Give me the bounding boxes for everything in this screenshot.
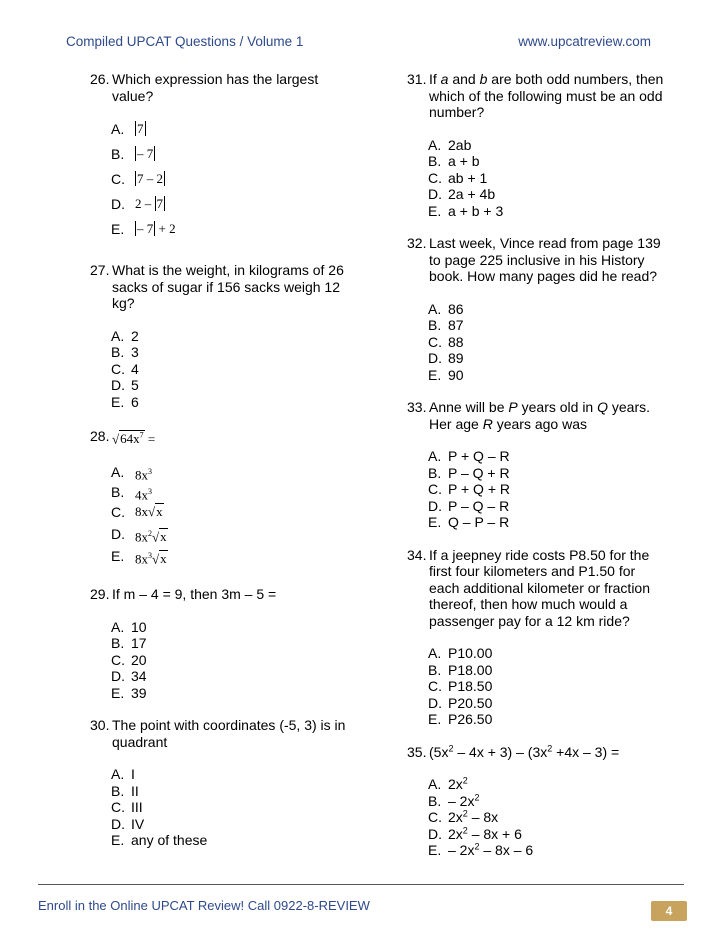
question-text: If a jeepney ride costs P8.50 for the first four kilometers and P1.50 for each additional kilometer or fraction thereof, then how much would a passenger pay for a 12 km ride? [429, 546, 651, 629]
question-number: 35. [407, 743, 427, 760]
option-d: D. P – Q – R [428, 497, 510, 514]
question-26 [90, 71, 350, 246]
question-text: $√64x^7$ = [112, 431, 156, 447]
question-33 [407, 399, 667, 531]
question-number: 26. [90, 71, 110, 87]
header-url: www.upcatreview.com [518, 34, 651, 49]
footer-divider [38, 884, 684, 885]
option-d: D. $8x^2√x$ [111, 526, 167, 545]
option-e: E. – $2x^2 - 8x - 6$ [428, 841, 534, 858]
option-c: C. 7 – 2 [111, 171, 163, 187]
question-text: $(5x^2 - 4x + 3) - (3x^2 +4x - 3)$ = [429, 742, 620, 760]
option-c: C. 88 [428, 333, 464, 350]
option-d: D. IV [111, 815, 145, 832]
question-34 [407, 547, 667, 728]
option-e: E. 39 [111, 684, 147, 701]
option-a: A. P10.00 [428, 645, 493, 661]
option-e: E. 90 [428, 366, 464, 383]
question-text: Anne will be P years old in Q years. Her age R years ago was [429, 399, 651, 432]
question-number: 34. [407, 546, 427, 563]
option-e: E. Q – P – R [428, 514, 510, 530]
option-c: C. P18.50 [428, 678, 493, 694]
question-text: Last week, Vince read from page 139 to page 225 inclusive in his History book. How many pages did he read? [429, 235, 661, 284]
question-text: The point with coordinates (-5, 3) is in quadrant [112, 717, 346, 750]
option-b: B. 17 [111, 635, 147, 651]
question-text: If m – 4 = 9, then 3m – 5 = [112, 586, 277, 602]
question-number: 28. [90, 428, 110, 444]
option-d: D. 5 [111, 377, 139, 393]
question-number: 33. [407, 399, 427, 415]
question-32 [407, 235, 667, 383]
question-31 [407, 71, 667, 219]
option-d: D. 34 [111, 668, 147, 684]
option-c: C. $2x^2 - 8x$ [428, 808, 499, 825]
question-30 [90, 717, 350, 849]
question-text: What is the weight, in kilograms of 26 sacks of sugar if 156 sacks weigh 12 kg? [112, 262, 344, 311]
option-a: A. 2ab [428, 136, 472, 153]
option-c: C. P + Q + R [428, 481, 510, 497]
option-b: B. 3 [111, 344, 139, 360]
option-c: C. ab + 1 [428, 169, 488, 186]
option-b: B. – $2x^2$ [428, 791, 480, 809]
option-a: A. 86 [428, 300, 464, 317]
option-d: D. 2a + 4b [428, 186, 496, 202]
option-c: C. 4 [111, 360, 139, 377]
option-e: E. P26.50 [428, 711, 493, 727]
option-b: B. a + b [428, 153, 480, 169]
option-a: A. I [111, 766, 135, 782]
question-number: 29. [90, 586, 110, 602]
header-title: Compiled UPCAT Questions / Volume 1 [66, 34, 304, 49]
option-e: E. $8x^3√x$ [111, 548, 167, 567]
option-c: C. III [111, 799, 143, 815]
option-d: D. $2x^2 - 8x + 6$ [428, 824, 522, 842]
page-number: 4 [651, 901, 687, 921]
option-a: A. 2 [111, 327, 139, 344]
option-a: A. P + Q – R [428, 448, 510, 464]
question-text: If a and b are both odd numbers, then which of the following must be an odd number? [429, 71, 664, 120]
option-b: B. II [111, 782, 139, 799]
option-b: B. P – Q + R [428, 464, 510, 481]
option-e: E. 6 [111, 393, 139, 410]
question-29 [90, 586, 350, 701]
option-b: B. 87 [428, 317, 464, 333]
option-b: B. $4x^3$ [111, 484, 152, 503]
question-number: 27. [90, 262, 110, 278]
option-d: D. P20.50 [428, 694, 493, 711]
right-column [407, 71, 667, 859]
option-a: A. $2x^2$ [428, 775, 468, 792]
question-number: 31. [407, 71, 427, 87]
option-a: A. 7 [111, 121, 144, 137]
option-e: E. – 7 + 2 [111, 221, 176, 237]
option-a: A. 10 [111, 618, 147, 635]
question-27 [90, 262, 350, 410]
option-e: E. a + b + 3 [428, 202, 504, 219]
question-text: Which expression has the largest value? [112, 71, 319, 104]
option-c: C. 20 [111, 651, 147, 668]
footer-text: Enroll in the Online UPCAT Review! Call 0922-8-REVIEW [38, 898, 370, 913]
option-d: D. 89 [428, 350, 464, 366]
option-b: B. P18.00 [428, 661, 493, 678]
question-number: 30. [90, 717, 110, 733]
question-number: 32. [407, 235, 427, 251]
question-28 [90, 428, 350, 570]
left-column [90, 71, 350, 849]
option-a: A. $8x^3$ [111, 464, 152, 483]
option-c: C. 8x√x [111, 504, 163, 520]
option-d: D. 2 – 7 [111, 196, 163, 212]
option-e: E. any of these [111, 832, 208, 848]
question-35 [407, 744, 667, 859]
option-b: B. – 7 [111, 146, 154, 162]
